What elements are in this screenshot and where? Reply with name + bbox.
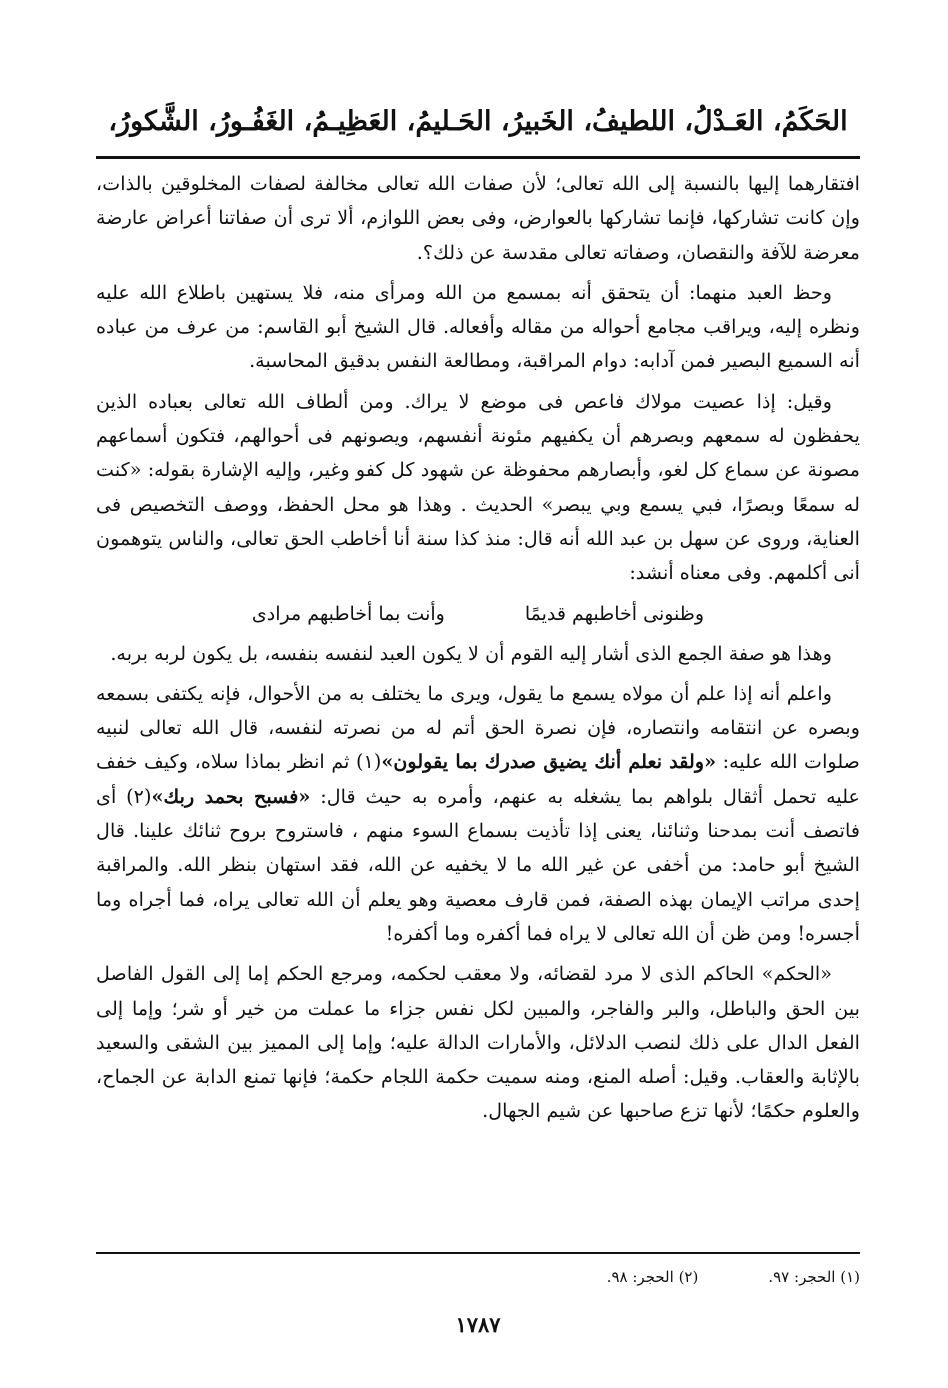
footnote-divider bbox=[96, 1252, 860, 1254]
header-divider bbox=[96, 156, 860, 159]
body-text bbox=[96, 167, 860, 1129]
paragraph-5-text-1: واعلم أنه إذا علم أن مولاه يسمع ما يقول، ويرى ما يختلف به من الأحوال، فإنه يكتفى بسمعه وبصره عن انتقامه وانتصاره، فإن نصرة الحق أتم له من نصرته لنفسه، قال الله تعالى لنبيه صلوات الله عليه: bbox=[96, 681, 860, 774]
paragraph-3 bbox=[96, 385, 860, 591]
verse-first-hemistich: وظنونى أخاطبهم قديمًا bbox=[524, 602, 705, 625]
footnote-1: (١) الحجر: ٩٧. bbox=[768, 1268, 860, 1286]
paragraph-4 bbox=[96, 637, 860, 671]
page-header-title: الحَكَمُ، العَـدْلُ، اللطيفُ، الخَبيرُ، الحَـليمُ، العَظِيـمُ، الغَفُـورُ، الشَّكورُ، bbox=[108, 106, 848, 137]
page bbox=[96, 100, 860, 1135]
paragraph-6-text: «الحكم» الحاكم الذى لا مرد لقضائه، ولا معقب لحكمه، ومرجع الحكم إما إلى القول الفاصل بين الحق والباطل، والبر والفاجر، والمبين لكل نفس جزاء ما عملت من خير أو شر؛ وإما إلى الفعل الدال على ذلك لنصب الدلائل، والأمارات الدالة عليه؛ وإما إلى المميز بين الشقى والسعيد بالإثابة والعقاب. وقيل: أصله المنع، ومنه سميت حكمة اللجام حكمة؛ فإنها تمنع الدابة عن الجماح، والعلوم حكمًا؛ لأنها تزع صاحبها عن شيم الجهال. bbox=[96, 962, 860, 1123]
paragraph-1-text: افتقارهما إليها بالنسبة إلى الله تعالى؛ لأن صفات الله تعالى مخالفة لصفات المخلوقين بالذات، وإن كانت تشاركها، فإنما تشاركها بالعوارض، وفى بعض اللوازم، ألا ترى أن صفاتنا أعراض عارضة معرضة للآفة والنقصان، وصفاته تعالى مقدسة عن ذلك؟. bbox=[96, 172, 860, 264]
paragraph-5 bbox=[96, 677, 860, 951]
poem-verse bbox=[96, 597, 860, 631]
footnote-2: (٢) الحجر: ٩٨. bbox=[606, 1268, 699, 1286]
paragraph-3-text: وقيل: إذا عصيت مولاك فاعص فى موضع لا يراك. ومن ألطاف الله تعالى بعباده الذين يحفظون له سمعهم وبصرهم أن يكفيهم مئونة أنفسهم، ويصونهم فى أحوالهم، فتكون أسماعهم مصونة عن سماع كل لغو، وأبصارهم محفوظة عن شهود كل كفو وغير، وإليه الإشارة بقوله: «كنت له سمعًا وبصرًا، فبي يسمع وبي يبصر» الحديث . وهذا هو محل الحفظ، ووصف التخصيص فى العناية، وروى عن سهل بن عبد الله أنه قال: منذ كذا سنة أنا أخاطب الحق تعالى، والناس يتوهمون أنى أكلمهم. وفى معناه أنشد: bbox=[96, 389, 860, 585]
paragraph-2-text: وحظ العبد منهما: أن يتحقق أنه بمسمع من الله ومرأى منه، فلا يستهين باطلاع الله عليه ونظره إليه، ويراقب مجامع أحواله من مقاله وأفعاله. قال الشيخ أبو القاسم: من عرف من عباده أنه السميع البصير فمن آدابه: دوام المراقبة، ومطالعة النفس بدقيق المحاسبة. bbox=[96, 280, 860, 373]
quran-quote-2: «فسبح بحمد ربك» bbox=[151, 784, 311, 808]
paragraph-4-text: وهذا هو صفة الجمع الذى أشار إليه القوم أن لا يكون العبد لنفسه بنفسه، بل يكون لربه بربه. bbox=[110, 641, 832, 665]
paragraph-5-text-3: (٢) أى فاتصف أنت بمدحنا وثنائنا، يعنى إذا تأذيت بسماع السوء منهم ، فاستروح بروح ثنائك علينا. قال الشيخ أبو حامد: من أخفى عن غير الله ما لا يخفيه عن الله، فقد استهان بنظر الله. والمراقبة إحدى مراتب الإيمان بهذه الصفة، فمن قارف معصية وهو يعلم أن الله تعالى يراه، فما أجراه وما أجسره! ومن ظن أن الله تعالى لا يراه فما أكفره وما أكفره! bbox=[96, 784, 860, 945]
paragraph-5-text-2: (١) ثم انظر بماذا سلاه، وكيف خفف عليه تحمل أثقال بلواهم بما يشغله به عنهم، وأمره به حيث قال: bbox=[96, 750, 860, 808]
page-number: ١٧٨٧ bbox=[455, 1312, 501, 1337]
quran-quote-1: «ولقد نعلم أنك يضيق صدرك بما يقولون» bbox=[381, 750, 717, 774]
paragraph-2 bbox=[96, 276, 860, 379]
verse-second-hemistich: وأنت بما أخاطبهم مرادى bbox=[251, 602, 445, 625]
paragraph-1 bbox=[96, 167, 860, 270]
paragraph-6 bbox=[96, 957, 860, 1128]
footnotes bbox=[96, 1266, 860, 1288]
